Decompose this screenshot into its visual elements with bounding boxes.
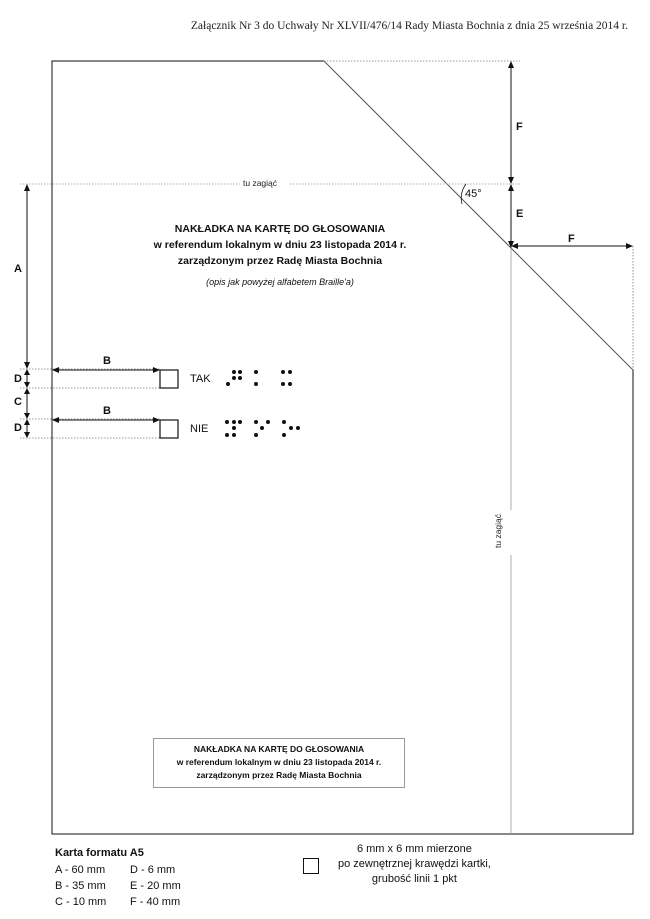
- dim-a-arrow-bottom: [24, 362, 30, 369]
- legend-row: [55, 878, 181, 894]
- dim-label-d-lower: D: [14, 422, 22, 434]
- legend-item: F - 40 mm: [130, 896, 181, 908]
- dim-b2-arrow-left: [52, 417, 59, 423]
- braille-dot: [238, 420, 242, 424]
- braille-dot: [238, 370, 242, 374]
- note-line-2: po zewnętrznej krawędzi kartki,: [338, 858, 491, 870]
- dim-a-arrow-top: [24, 184, 30, 191]
- braille-dot: [226, 382, 230, 386]
- braille-dot: [225, 420, 229, 424]
- braille-dot: [281, 382, 285, 386]
- dim-f-h-arrow-right: [626, 243, 633, 249]
- dim-b1-arrow-right: [153, 367, 160, 373]
- dim-d2-arrow-top: [24, 419, 30, 425]
- dim-c-arrow-bottom: [24, 413, 30, 419]
- braille-dot: [282, 420, 286, 424]
- title-note: (opis jak powyżej alfabetem Braille'a): [206, 277, 354, 287]
- braille-dot: [266, 420, 270, 424]
- braille-dot: [232, 420, 236, 424]
- dim-label-e: E: [516, 208, 524, 220]
- sample-square: [303, 858, 319, 874]
- note-line-1: 6 mm x 6 mm mierzone: [356, 843, 472, 855]
- tak-checkbox: [160, 370, 178, 388]
- braille-dot: [232, 426, 236, 430]
- dim-label-f-right: F: [568, 233, 575, 245]
- braille-nie: [225, 420, 300, 437]
- braille-dot: [254, 382, 258, 386]
- bottom-label-box: [153, 738, 405, 788]
- braille-dot: [232, 370, 236, 374]
- option-label-tak: TAK: [190, 373, 211, 385]
- fold-label-horizontal: tu zagiąć: [243, 178, 278, 188]
- legend: [55, 847, 181, 910]
- legend-row: [55, 862, 181, 878]
- dim-c-arrow-top: [24, 388, 30, 394]
- dim-e-arrow-bottom: [508, 241, 514, 248]
- nie-checkbox: [160, 420, 178, 438]
- legend-item: D - 6 mm: [130, 864, 176, 876]
- note-line-3: grubość linii 1 pkt: [371, 873, 457, 885]
- dim-f-arrow-top: [508, 61, 514, 68]
- braille-dot: [296, 426, 300, 430]
- braille-dot: [254, 420, 258, 424]
- legend-item: A - 60 mm: [55, 864, 106, 876]
- angle-label: 45°: [465, 188, 482, 200]
- title-line-1: NAKŁADKA NA KARTĘ DO GŁOSOWANIA: [174, 223, 386, 235]
- braille-dot: [254, 433, 258, 437]
- bottom-line-2: w referendum lokalnym w dniu 23 listopada 2014 r.: [176, 757, 382, 767]
- option-label-nie: NIE: [190, 423, 209, 435]
- title-line-3: zarządzonym przez Radę Miasta Bochnia: [177, 255, 383, 267]
- braille-dot: [232, 433, 236, 437]
- dim-b2-arrow-right: [153, 417, 160, 423]
- bottom-line-3: zarządzonym przez Radę Miasta Bochnia: [196, 770, 362, 780]
- card-outline: [52, 61, 633, 834]
- braille-dot: [238, 376, 242, 380]
- fold-label-vertical: tu zagiąć: [493, 513, 503, 548]
- legend-row: [55, 894, 181, 910]
- braille-dot: [282, 433, 286, 437]
- document-header: Załącznik Nr 3 do Uchwały Nr XLVII/476/14 Rady Miasta Bochnia z dnia 25 września 2014 r.: [190, 20, 628, 32]
- bottom-line-1: NAKŁADKA NA KARTĘ DO GŁOSOWANIA: [193, 744, 365, 754]
- braille-dot: [289, 426, 293, 430]
- braille-dot: [232, 376, 236, 380]
- legend-item: C - 10 mm: [55, 896, 107, 908]
- corner-cut-line: [324, 61, 633, 370]
- title-line-2: w referendum lokalnym w dniu 23 listopada 2014 r.: [153, 239, 407, 251]
- dim-f-arrow-bottom: [508, 177, 514, 184]
- dim-d2-arrow-bottom: [24, 432, 30, 438]
- dim-e-arrow-top: [508, 184, 514, 191]
- braille-dot: [288, 370, 292, 374]
- card-title: [110, 221, 450, 290]
- braille-tak: [226, 370, 292, 386]
- braille-dot: [254, 370, 258, 374]
- dim-label-c: C: [14, 396, 22, 408]
- braille-dot: [260, 426, 264, 430]
- dim-label-b-lower: B: [103, 405, 111, 417]
- checkbox-note: [338, 842, 491, 887]
- dim-label-a: A: [14, 263, 22, 275]
- dim-label-f-top: F: [516, 121, 523, 133]
- dim-label-d-upper: D: [14, 373, 22, 385]
- dim-label-b-upper: B: [103, 355, 111, 367]
- braille-dot: [225, 433, 229, 437]
- legend-item: E - 20 mm: [130, 880, 181, 892]
- braille-dot: [288, 382, 292, 386]
- braille-dot: [281, 370, 285, 374]
- dim-b1-arrow-left: [52, 367, 59, 373]
- dim-d1-arrow-bottom: [24, 382, 30, 388]
- dim-d1-arrow-top: [24, 369, 30, 375]
- legend-item: B - 35 mm: [55, 880, 106, 892]
- legend-title: Karta formatu A5: [55, 847, 144, 859]
